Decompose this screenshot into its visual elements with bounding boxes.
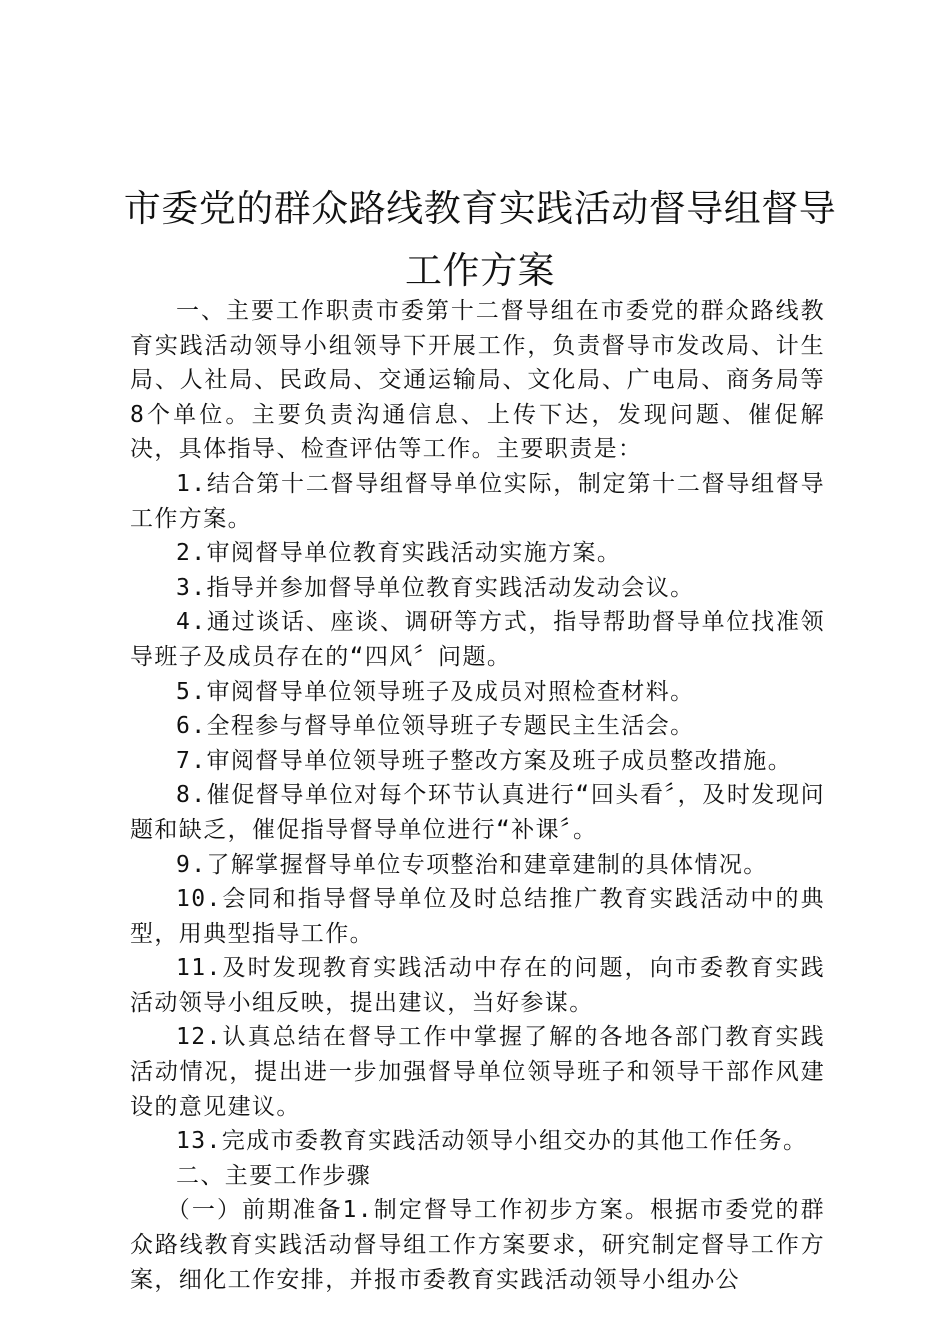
duty-item-5: 5.审阅督导单位领导班子及成员对照检查材料。 bbox=[176, 678, 695, 705]
document-title: 市委党的群众路线教育实践活动督导组督导工作方案 bbox=[123, 187, 837, 292]
duty-item-1: 1.结合第十二督导组督导单位实际，制定第十二督导组督导工作方案。 bbox=[130, 470, 825, 532]
duty-item-2: 2.审阅督导单位教育实践活动实施方案。 bbox=[176, 540, 622, 567]
duty-item-13: 13.完成市委教育实践活动领导小组交办的其他工作任务。 bbox=[176, 1128, 808, 1155]
duty-item-3: 3.指导并参加督导单位教育实践活动发动会议。 bbox=[176, 574, 695, 601]
duty-item-7: 7.审阅督导单位领导班子整改方案及班子成员整改措施。 bbox=[176, 747, 793, 774]
duty-item-8: 8.催促督导单位对每个环节认真进行“回头看〞，及时发现问题和缺乏，催促指导督导单位进行“补课〞。 bbox=[130, 782, 825, 843]
duty-item-11: 11.及时发现教育实践活动中存在的问题，向市委教育实践活动领导小组反映，提出建议，当好参谋。 bbox=[130, 955, 825, 1016]
section-heading-steps: 二、主要工作步骤 bbox=[176, 1162, 372, 1189]
duty-item-9: 9.了解掌握督导单位专项整治和建章建制的具体情况。 bbox=[176, 851, 768, 878]
duty-item-12: 12.认真总结在督导工作中掌握了解的各地各部门教育实践活动情况，提出进一步加强督导单位领导班子和领导干部作风建设的意见建议。 bbox=[130, 1024, 825, 1120]
duty-item-6: 6.全程参与督导单位领导班子专题民主生活会。 bbox=[176, 713, 695, 740]
paragraph-duties-intro: 一、主要工作职责市委第十二督导组在市委党的群众路线教育实践活动领导小组领导下开展工作，负责督导市发改局、计生局、人社局、民政局、交通运输局、文化局、广电局、商务局等8个单位。主要负责沟通信息、上传下达，发现问题、催促解决，具体指导、检查评估等工作。主要职责是： bbox=[130, 298, 825, 463]
document-body bbox=[130, 294, 825, 1297]
duty-item-4: 4.通过谈话、座谈、调研等方式，指导帮助督导单位找准领导班子及成员存在的“四风〞问题。 bbox=[130, 609, 825, 670]
duty-item-10: 10.会同和指导督导单位及时总结推广教育实践活动中的典型，用典型指导工作。 bbox=[130, 886, 825, 947]
paragraph-preparation: （一）前期准备1.制定督导工作初步方案。根据市委党的群众路线教育实践活动督导组工作方案要求，研究制定督导工作方案，细化工作安排，并报市委教育实践活动领导小组办公 bbox=[130, 1197, 825, 1293]
